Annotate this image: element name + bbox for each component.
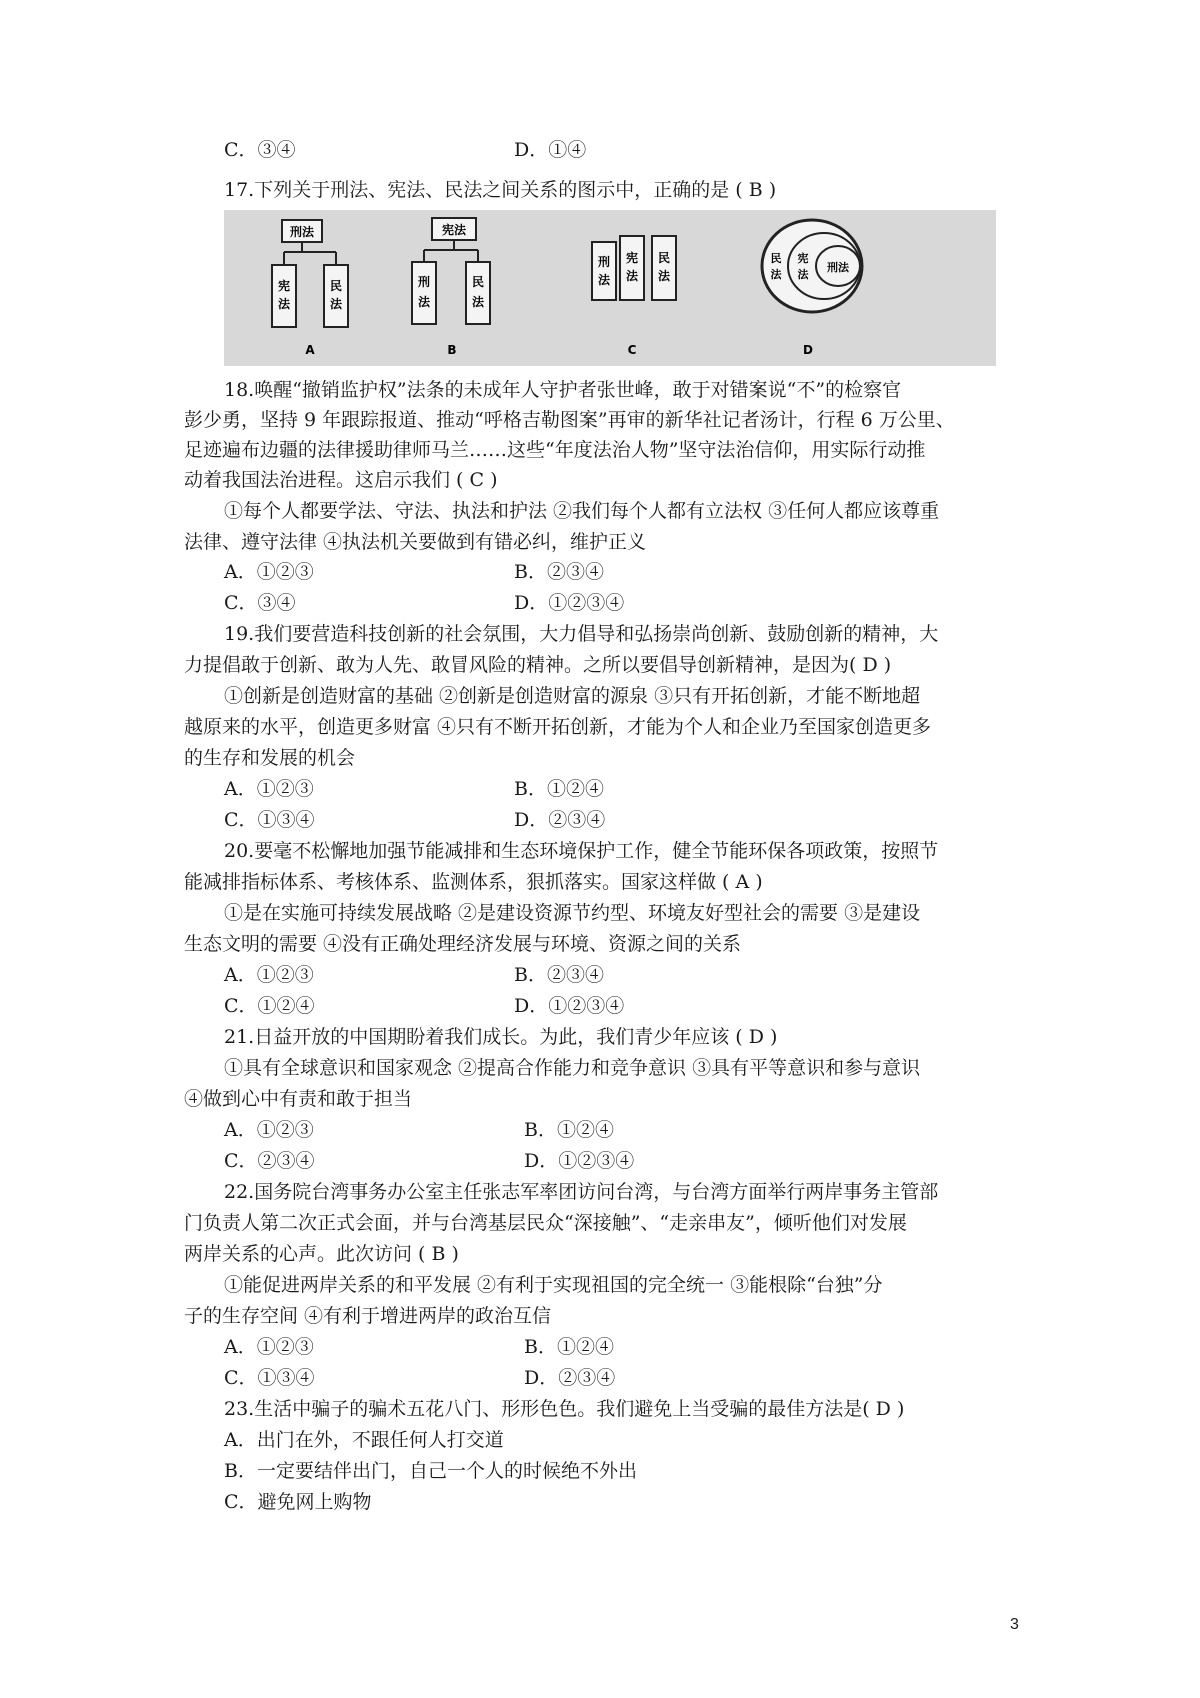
diagram-b-xingfa-2: 法 [417,295,431,309]
q23-option-c: C．避免网上购物 [224,1491,372,1513]
q19-statements-3: 的生存和发展的机会 [184,747,356,769]
q23-option-a: A．出门在外，不跟任何人打交道 [224,1429,504,1451]
q20-option-a: A．①②③ [224,964,314,986]
q20-option-d: D．①②③④ [514,995,625,1017]
q18-option-c: C．③④ [224,592,296,614]
diagram-c-minfa-2: 法 [657,269,671,283]
diagram-b-label: B [447,343,457,357]
diagram-c-xingfa-1: 刑 [597,255,611,269]
diagram-b-xianfa: 宪法 [441,223,467,237]
q22-statements-1: ①能促进两岸关系的和平发展 ②有利于实现祖国的完全统一 ③能根除“台独”分 [224,1274,883,1296]
q20-option-c: C．①②④ [224,995,315,1017]
q22-stem-2: 门负责人第二次正式会面，并与台湾基层民众“深接触”、“走亲串友”，倾听他们对发展 [184,1212,907,1234]
q19-option-d: D．②③④ [514,809,606,831]
q20-stem-2: 能减排指标体系、考核体系、监测体系，狠抓落实。国家这样做 ( A ) [184,871,763,893]
diagram-b-minfa-1: 民 [471,275,485,289]
q19-stem-1: 19.我们要营造科技创新的社会氛围，大力倡导和弘扬崇尚创新、鼓励创新的精神，大 [224,623,939,645]
diagram-c-minfa-box [652,236,676,300]
svg-text:法: 法 [797,268,809,281]
diagram-c-xianfa-1: 宪 [625,251,639,265]
diagram-a-minfa-1: 民 [329,279,343,293]
svg-text:民: 民 [770,252,782,265]
q23-option-b: B．一定要结伴出门，自己一个人的时候绝不外出 [224,1460,637,1482]
q19-statements-2: 越原来的水平，创造更多财富 ④只有不断开拓创新，才能为个人和企业乃至国家创造更多 [184,716,932,738]
diagram-a-xianfa-1: 宪 [277,279,291,293]
q19-statements-1: ①创新是创造财富的基础 ②创新是创造财富的源泉 ③只有开拓创新，才能不断地超 [224,685,921,707]
q18-stem-3: 足迹遍布边疆的法律援助律师马兰……这些“年度法治人物”坚守法治信仰，用实际行动推 [184,439,926,461]
q23-stem: 23.生活中骗子的骗术五花八门、形形色色。我们避免上当受骗的最佳方法是( D ) [224,1398,905,1420]
q22-stem-1: 22.国务院台湾事务办公室主任张志军率团访问台湾，与台湾方面举行两岸事务主管部 [224,1181,939,1203]
diagram-c-xianfa-2: 法 [625,269,639,283]
q22-option-a: A．①②③ [224,1336,314,1358]
page-number: 3 [1010,1616,1019,1633]
q19-stem-2: 力提倡敢于创新、敢为人先、敢冒风险的精神。之所以要倡导创新精神，是因为( D ) [184,654,892,676]
diagram-c-xianfa-box [620,236,644,300]
q20-stem-1: 20.要毫不松懈地加强节能减排和生态环境保护工作，健全节能环保各项政策，按照节 [224,840,939,862]
diagram-c-xingfa-2: 法 [597,273,611,287]
q18-stem-2: 彭少勇，坚持 9 年跟踪报道、推动“呼格吉勒图案”再审的新华社记者汤计，行程 6 万公里、 [184,409,955,431]
diagram-b-xingfa-1: 刑 [417,275,431,289]
diagram-d-xingfa: 刑法 [827,261,849,274]
q21-option-c: C．②③④ [224,1150,315,1172]
q18-option-d: D．①②③④ [514,592,625,614]
diagram-b-xingfa-box [412,262,436,324]
q19-option-a: A．①②③ [224,778,314,800]
q21-option-b: B．①②④ [524,1119,614,1141]
q18-statements-2: 法律、遵守法律 ④执法机关要做到有错必纠，维护正义 [184,531,647,553]
diagram-c-minfa-1: 民 [657,251,671,265]
q21-stem: 21.日益开放的中国期盼着我们成长。为此，我们青少年应该 ( D ) [224,1026,778,1048]
q18-statements-1: ①每个人都要学法、守法、执法和护法 ②我们每个人都有立法权 ③任何人都应该尊重 [224,500,940,522]
svg-text:法: 法 [770,268,782,281]
q17-diagram [224,210,996,366]
q18-option-b: B．②③④ [514,561,604,583]
q18-stem-4: 动着我国法治进程。这启示我们 ( C ) [184,469,498,491]
diagram-a-minfa-2: 法 [329,297,343,311]
q20-statements-1: ①是在实施可持续发展战略 ②是建设资源节约型、环境友好型社会的需要 ③是建设 [224,902,921,924]
diagram-a-xianfa-box [272,265,296,327]
diagram-d-label: D [803,343,813,357]
q18-stem-1: 18.唤醒“撤销监护权”法条的未成年人守护者张世峰，敢于对错案说“不”的检察官 [224,379,902,401]
diagram-b-minfa-box [466,262,490,324]
diagram-a-xianfa-2: 法 [277,297,291,311]
q22-stem-3: 两岸关系的心声。此次访问 ( B ) [184,1243,459,1265]
diagram-a-xingfa: 刑法 [289,225,315,239]
diagram-c-xingfa-box [592,242,616,300]
diagram-a-label: A [305,343,315,357]
q19-option-c: C．①③④ [224,809,315,831]
q21-statements-2: ④做到心中有责和敢于担当 [184,1088,413,1110]
q21-option-d: D．①②③④ [524,1150,635,1172]
q18-option-a: A．①②③ [224,561,314,583]
law-relation-figure [224,210,996,366]
q20-statements-2: 生态文明的需要 ④没有正确处理经济发展与环境、资源之间的关系 [184,933,742,955]
diagram-c-label: C [627,343,637,357]
q16-option-d: D．①④ [514,139,587,161]
q22-option-b: B．①②④ [524,1336,614,1358]
q22-option-c: C．①③④ [224,1367,315,1389]
q21-option-a: A．①②③ [224,1119,314,1141]
q16-option-c: C．③④ [224,139,296,161]
diagram-b-minfa-2: 法 [471,295,485,309]
q22-option-d: D．②③④ [524,1367,616,1389]
svg-text:宪: 宪 [797,252,809,265]
q20-option-b: B．②③④ [514,964,604,986]
q22-statements-2: 子的生存空间 ④有利于增进两岸的政治互信 [184,1305,552,1327]
q19-option-b: B．①②④ [514,778,604,800]
q21-statements-1: ①具有全球意识和国家观念 ②提高合作能力和竞争意识 ③具有平等意识和参与意识 [224,1057,921,1079]
diagram-a-minfa-box [324,265,348,327]
q17-stem: 17.下列关于刑法、宪法、民法之间关系的图示中，正确的是 ( B ) [224,179,777,201]
